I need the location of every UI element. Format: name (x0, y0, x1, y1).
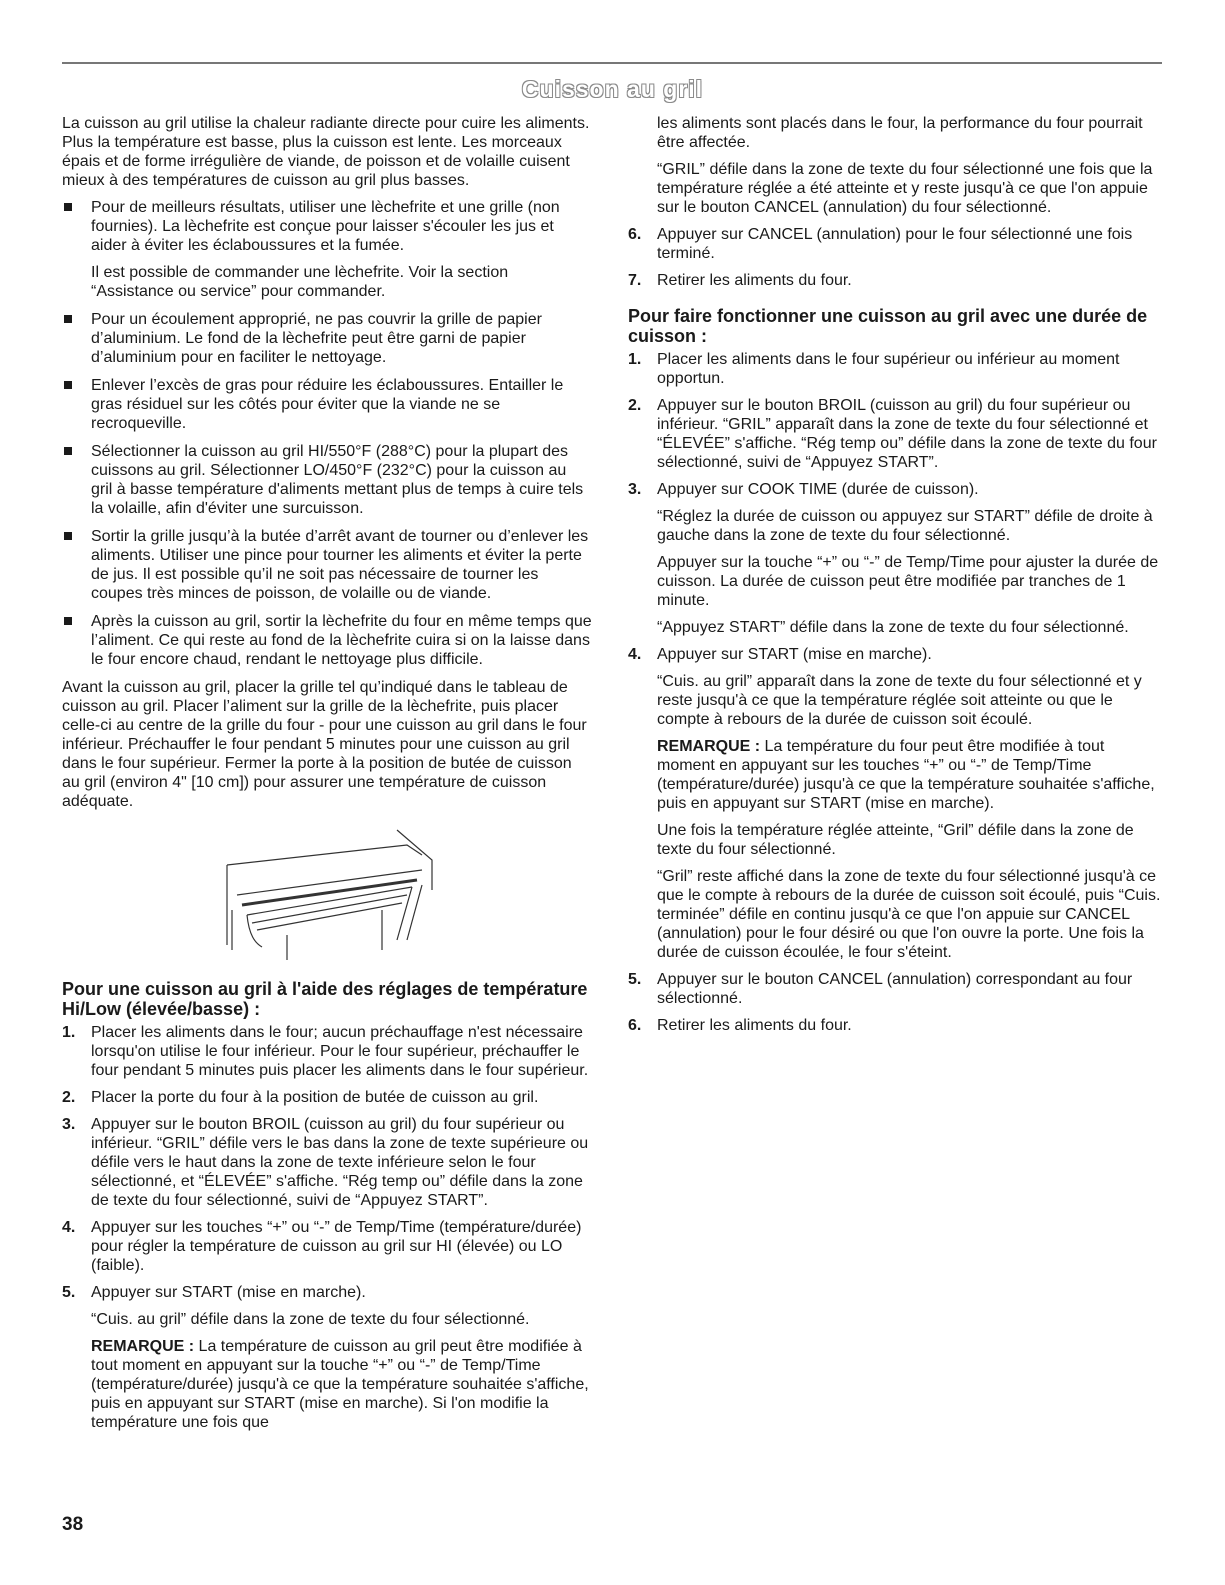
step-text: Appuyer sur le bouton BROIL (cuisson au gril) du four supérieur ou inférieur. “GRIL” apparaît dans la zone de texte du four sélectionné et “ÉLEVÉE” s'affiche. “Rég temp ou” défile dans la zone de texte du four sélectionné, suivi de “Appuyez START”. (657, 397, 1157, 471)
step-subtext: Appuyer sur la touche “+” ou “-” de Temp/Time pour ajuster la durée de cuisson. La durée de cuisson peut être modifiée par tranches de 1 minute. (657, 554, 1159, 609)
note-label: REMARQUE : (657, 738, 761, 755)
continued-text-2: “GRIL” défile dans la zone de texte du four sélectionné une fois que la température réglée a été atteinte et y reste jusqu'à ce que l'on appuie sur le bouton CANCEL (annulation) du four sélectionné. (657, 161, 1153, 216)
step-note (657, 737, 1164, 813)
step-number: 3. (62, 1116, 76, 1133)
page-number: 38 (62, 1514, 84, 1535)
bullet-square-icon (64, 203, 72, 211)
bullet-square-icon (64, 447, 72, 455)
step-subtext: “Gril” reste affiché dans la zone de texte du four sélectionné jusqu'à ce que le compte à rebours de la durée de cuisson soit écoulé, puis “Cuis. terminée” défile en continu jusqu'à ce que l'on appuie sur CANCEL (annulation) pour le four désiré ou que l'on ouvre la porte. Une fois la durée de cuisson écoulée, le four s'éteint. (657, 868, 1161, 961)
bullet-item (62, 612, 592, 669)
left-column (62, 114, 592, 1440)
step-item (628, 1016, 1164, 1035)
step-number: 6. (628, 1017, 642, 1034)
step-text: Appuyer sur START (mise en marche). (91, 1284, 366, 1301)
bullet-square-icon (64, 381, 72, 389)
bullet-square-icon (64, 617, 72, 625)
header-rule (62, 62, 1162, 64)
step-text: Appuyer sur le bouton CANCEL (annulation) correspondant au four sélectionné. (657, 971, 1133, 1007)
bullet-item (62, 442, 592, 518)
bullet-text: Sortir la grille jusqu’à la butée d’arrêt avant de tourner ou d’enlever les aliments. Utiliser une pince pour tourner les aliments et éviter la perte de jus. Il est possible qu’il ne soit pas nécessaire de tourner les coupes très minces de poisson, de volaille ou de viande. (91, 528, 589, 602)
bullet-item (62, 527, 592, 603)
step-text: Placer la porte du four à la position de butée de cuisson au gril. (91, 1089, 539, 1106)
step-item (628, 271, 1164, 290)
right-column (628, 114, 1164, 1043)
step-text: Placer les aliments dans le four supérieur ou inférieur au moment opportun. (657, 351, 1120, 387)
note-text: La température du four peut être modifiée à tout moment en appuyant sur les touches “+” ou “-” de Temp/Time (température/durée) jusqu'à ce que la température souhaitée s'affiche, puis en appuyant sur START (mise en marche). (657, 738, 1155, 812)
step-text: Appuyer sur COOK TIME (durée de cuisson). (657, 481, 979, 498)
step-number: 3. (628, 481, 642, 498)
step-subtext: Une fois la température réglée atteinte, “Gril” défile dans la zone de texte du four sélectionné. (657, 822, 1134, 858)
step-text: Appuyer sur CANCEL (annulation) pour le four sélectionné une fois terminé. (657, 226, 1133, 262)
bullet-text: Sélectionner la cuisson au gril HI/550°F (288°C) pour la plupart des cuissons au gril. Sélectionner LO/450°F (232°C) pour la cuisson au gril à basse température d'aliments mettant plus de temps à cuire tels la volaille, afin d'éviter une surcuisson. (91, 443, 584, 517)
step-item (62, 1218, 592, 1275)
step-text: Appuyer sur START (mise en marche). (657, 646, 932, 663)
step-number: 7. (628, 272, 642, 289)
step-text: Appuyer sur les touches “+” ou “-” de Temp/Time (température/durée) pour régler la température de cuisson au gril sur HI (élevée) ou LO (faible). (91, 1219, 582, 1274)
step-subtext: “Réglez la durée de cuisson ou appuyez sur START” défile de droite à gauche dans la zone de texte du four sélectionné. (657, 508, 1153, 544)
step-item (628, 396, 1164, 472)
broil-setup-paragraph: Avant la cuisson au gril, placer la grille tel qu’indiqué dans le tableau de cuisson au gril. Placer l’aliment sur la grille de la lèchefrite, puis placer celle-ci au centre de la grille du four - pour une cuisson au gril dans le four inférieur. Préchauffer le four pendant 5 minutes pour une cuisson au gril dans le four supérieur. Fermer la porte à la position de butée de cuisson au gril (environ 4" [10 cm]) pour assurer une température de cuisson adéquate. (62, 679, 587, 810)
bullet-text: Pour de meilleurs résultats, utiliser une lèchefrite et une grille (non fournies). La lèchefrite est conçue pour laisser s'écouler les jus et aider à éviter les éclaboussures et la fumée. (91, 199, 560, 254)
step-item (62, 1088, 592, 1107)
step-subtext: “Cuis. au gril” apparaît dans la zone de texte du four sélectionné et y reste jusqu'à ce que la température réglée soit atteinte ou que le compte à rebours de la durée de cuisson soit écoulé. (657, 673, 1142, 728)
note-text: La température de cuisson au gril peut être modifiée à tout moment en appuyant sur la touche “+” ou “-” de Temp/Time (température/durée) jusqu'à ce que la température souhaitée s'affiche, puis en appuyant sur START (mise en marche). Si l'on modifie la température une fois que (91, 1338, 589, 1431)
bullet-text: Enlever l’excès de gras pour réduire les éclaboussures. Entailler le gras résiduel sur les côtés pour éviter que la viande ne se recroqueville. (91, 377, 564, 432)
note-label: REMARQUE : (91, 1338, 195, 1355)
bullet-item (62, 376, 592, 433)
step-number: 1. (628, 351, 642, 368)
bullet-square-icon (64, 315, 72, 323)
step-item (62, 1115, 592, 1210)
step-item (62, 1023, 592, 1080)
step-number: 2. (62, 1089, 76, 1106)
bullet-text: Après la cuisson au gril, sortir la lèchefrite du four en même temps que l’aliment. Ce qui reste au fond de la lèchefrite cuira si on la laisse dans le four encore chaud, rendant le nettoyage plus difficile. (91, 613, 592, 668)
bullet-item (62, 198, 592, 301)
page-title: Cuisson au gril (521, 76, 704, 102)
intro-paragraph: La cuisson au gril utilise la chaleur radiante directe pour cuire les aliments. Plus la température est basse, plus la cuisson est lente. Les morceaux épais et de forme irrégulière de viande, de poisson et de volaille cuisent mieux à des températures de cuisson au gril plus basses. (62, 115, 590, 189)
step-text: Appuyer sur le bouton BROIL (cuisson au gril) du four supérieur ou inférieur. “GRIL” défile vers le bas dans la zone de texte supérieure ou défile vers le haut dans la zone de texte inférieure selon le four sélectionné, et “ÉLEVÉE” s'affiche. “Rég temp ou” défile dans la zone de texte du four sélectionné, suivi de “Appuyez START”. (91, 1116, 589, 1209)
bullet-text: Pour un écoulement approprié, ne pas couvrir la grille de papier d’aluminium. Le fond de la lèchefrite peut être garni de papier d’aluminium pour en faciliter le nettoyage. (91, 311, 542, 366)
step-item (628, 645, 1164, 962)
step-number: 1. (62, 1024, 76, 1041)
hilow-section-heading: Pour une cuisson au gril à l'aide des réglages de température Hi/Low (élevée/basse) : (62, 979, 588, 1019)
continued-text: les aliments sont placés dans le four, la performance du four pourrait être affectée. (657, 115, 1143, 151)
step-item (628, 480, 1164, 637)
step-number: 4. (62, 1219, 76, 1236)
bullet-subtext: Il est possible de commander une lèchefrite. Voir la section “Assistance ou service” pour commander. (91, 264, 509, 300)
step-subtext: “Appuyez START” défile dans la zone de texte du four sélectionné. (657, 619, 1129, 636)
step-number: 2. (628, 397, 642, 414)
step-number: 5. (628, 971, 642, 988)
step-note (91, 1337, 592, 1432)
step-text: Retirer les aliments du four. (657, 1017, 852, 1034)
step-subtext: “Cuis. au gril” défile dans la zone de texte du four sélectionné. (91, 1311, 530, 1328)
oven-door-broil-stop-illustration (207, 825, 447, 965)
step-text: Placer les aliments dans le four; aucun préchauffage n'est nécessaire lorsqu'on utilise le four inférieur. Pour le four supérieur, préchauffer le four pendant 5 minutes puis placer les aliments dans le four supérieur. (91, 1024, 589, 1079)
step-number: 4. (628, 646, 642, 663)
step-text: Retirer les aliments du four. (657, 272, 852, 289)
step-item (628, 350, 1164, 388)
step-item (628, 970, 1164, 1008)
cook-time-section-heading: Pour faire fonctionner une cuisson au gril avec une durée de cuisson : (628, 306, 1148, 346)
step-number: 5. (62, 1284, 76, 1301)
step-item (628, 225, 1164, 263)
bullet-square-icon (64, 532, 72, 540)
bullet-item (62, 310, 592, 367)
step-number: 6. (628, 226, 642, 243)
step-item (62, 1283, 592, 1432)
